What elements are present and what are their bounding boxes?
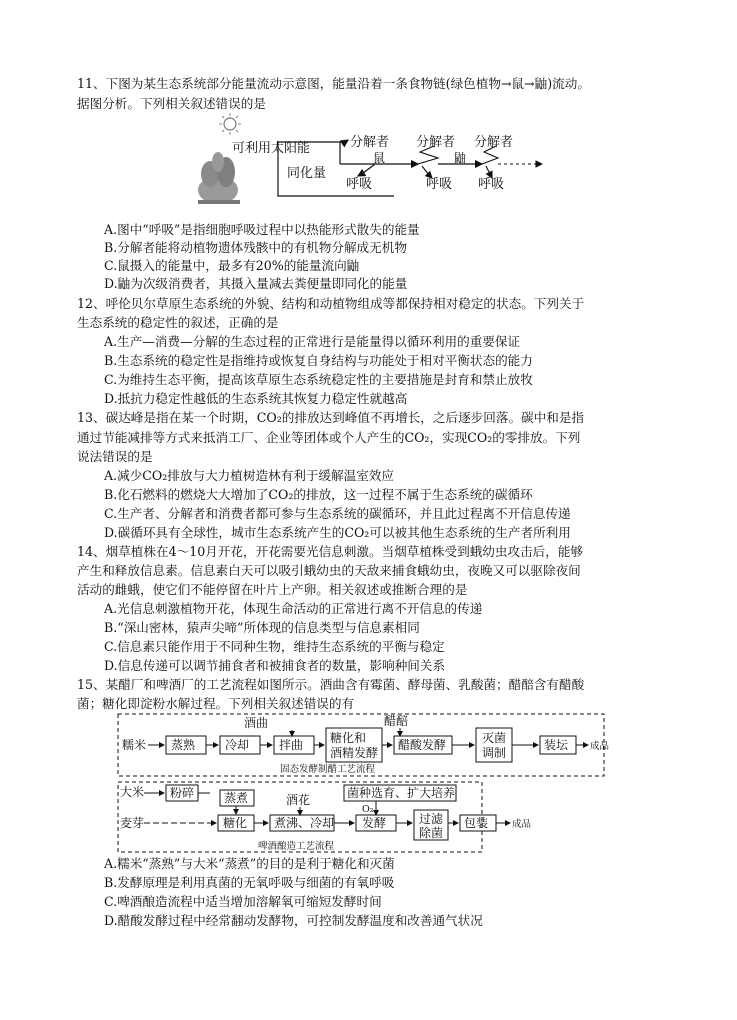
decomposer-label-1: 分解者 (350, 135, 390, 150)
q13-option-c: C.生产者、分解者和消费者都可参与生态系统的碳循环，并且此过程离不开信息传递 (104, 506, 571, 521)
decomposer-label-3: 分解者 (474, 135, 514, 150)
q14-stem-line3: 活动的雌蛾，使它们不能停留在叶片上产卵。相关叙述或推断合理的是 (77, 582, 468, 597)
q12-stem-line2: 生态系统的稳定性的叙述，正确的是 (77, 315, 279, 330)
q14-option-d: D.信息传递可以调节捕食者和被捕食者的数量，影响种间关系 (104, 658, 446, 673)
hops-label: 酒花 (286, 793, 311, 807)
q11-option-b: B.分解者能将动植物遗体残骸中的有机物分解成无机物 (104, 240, 407, 255)
q14-stem-line2: 产生和释放信息素。信息素白天可以吸引蛾幼虫的天敌来捕食蛾幼虫，夜晚又可以驱除夜间 (77, 563, 581, 578)
q14-stem-line1: 14、烟草植株在4～10月开花，开花需要光信息刺激。当烟草植株受到蛾幼虫攻击后，能够 (77, 544, 584, 559)
step-saccharify-label2: 酒精发酵 (330, 746, 379, 760)
q13-option-a: A.减少CO₂排放与大力植树造林有利于缓解温室效应 (104, 468, 394, 483)
step-strain-label: 菌种选育、扩大培养 (347, 786, 456, 800)
step-filter-label1: 过滤 (419, 812, 444, 826)
q11-option-d: D.鼬为次级消费者，其摄入量减去粪便量即同化的能量 (104, 276, 408, 291)
q13-option-b: B.化石燃料的燃烧大大增加了CO₂的排放，这一过程不属于生态系统的碳循环 (104, 487, 533, 502)
step-jar-label: 装坛 (544, 738, 569, 752)
sun-icon (219, 113, 241, 135)
vinegar-product-label: 成品 (590, 741, 610, 752)
q15-option-a: A.糯米“蒸熟”与大米“蒸煮”的目的是利于糖化和灭菌 (104, 856, 395, 871)
step-boilcool-label: 煮沸、冷却 (274, 816, 335, 830)
green-plant-icon (198, 152, 240, 204)
solar-energy-label: 可利用太阳能 (232, 141, 311, 156)
q11-option-a: A.图中“呼吸”是指细胞呼吸过程中以热能形式散失的能量 (104, 222, 420, 237)
step-cool-label: 冷却 (225, 738, 250, 752)
beer-product-label: 成品 (512, 819, 532, 830)
q11-stem-line1: 11、下图为某生态系统部分能量流动示意图，能量沿着一条食物链(绿色植物→鼠→鼬)流动。 (77, 76, 590, 91)
step-saccharify-label1: 糖化和 (330, 731, 367, 745)
jiuqu-label: 酒曲 (244, 716, 269, 730)
step-pack-label: 包装 (464, 816, 489, 830)
q12-option-d: D.抵抗力稳定性越低的生态系统其恢复力稳定性就越高 (104, 391, 408, 406)
assimilation-label: 同化量 (287, 166, 327, 181)
step-acetic-label: 醋酸发酵 (398, 738, 447, 752)
malt-label: 麦芽 (120, 816, 145, 830)
q15-stem-line1: 15、某醋厂和啤酒厂的工艺流程如图所示。酒曲含有霉菌、酵母菌、乳酸菌；醋醅含有醋酸 (77, 677, 585, 692)
cupei-label: 醋醅 (384, 714, 409, 728)
q11-stem-line2: 据图分析。下列相关叙述错误的是 (77, 96, 266, 111)
q15-stem-line2: 菌；糖化即淀粉水解过程。下列相关叙述错误的有 (77, 696, 355, 711)
q12-stem-line1: 12、呼伦贝尔草原生态系统的外貌、结构和动植物组成等都保持相对稳定的状态。下列关于 (77, 296, 585, 311)
respiration-label-2: 呼吸 (426, 177, 453, 192)
rice-label: 大米 (120, 785, 145, 799)
oxygen-label: O₂ (362, 804, 374, 815)
respiration-label-3: 呼吸 (478, 177, 505, 192)
step-ferment-label: 发酵 (362, 816, 387, 830)
q13-stem-line2: 通过节能减排等方式来抵消工厂、企业等团体或个人产生的CO₂，实现CO₂的零排放。下列 (77, 430, 581, 445)
step-mix-label: 拌曲 (279, 738, 304, 752)
q15-option-c: C.啤酒酿造流程中适当增加溶解氧可缩短发酵时间 (104, 894, 382, 909)
mouse-label: 鼠 (373, 151, 386, 165)
process-flow-figure (108, 712, 628, 854)
q14-option-a: A.光信息刺激植物开花，体现生命活动的正常进行离不开信息的传递 (104, 601, 483, 616)
step-boil-rice-label: 蒸煮 (224, 791, 249, 805)
step-sacch-label: 糖化 (223, 816, 248, 830)
step-filter-label2: 除菌 (419, 826, 444, 840)
energy-flow-figure (190, 112, 550, 217)
q12-option-c: C.为维持生态平衡，提高该草原生态系统稳定性的主要措施是封育和禁止放牧 (104, 372, 533, 387)
q11-option-c: C.鼠摄入的能量中，最多有20%的能量流向鼬 (104, 258, 360, 273)
vinegar-caption: 固态发酵制醋工艺流程 (280, 764, 376, 775)
q13-option-d: D.碳循环具有全球性，城市生态系统产生的CO₂可以被其他生态系统的生产者所利用 (104, 525, 571, 540)
beer-caption: 啤酒酿造工艺流程 (258, 841, 335, 852)
q15-option-d: D.醋酸发酵过程中经常翻动发酵物，可控制发酵温度和改善通气状况 (104, 913, 483, 928)
step-steam-label: 蒸熟 (171, 738, 196, 752)
q14-option-b: B.“深山密林，猿声尖啼”所体现的信息类型与信息素相同 (104, 620, 420, 635)
step-sterilize-label2: 调制 (482, 746, 507, 760)
decomposer-label-2: 分解者 (416, 135, 456, 150)
respiration-label-1: 呼吸 (346, 177, 373, 192)
step-crush-label: 粉碎 (170, 786, 195, 800)
glutinous-rice-label: 糯米 (122, 738, 147, 752)
q14-option-c: C.信息素只能作用于不同种生物，维持生态系统的平衡与稳定 (104, 639, 445, 654)
q12-option-a: A.生产—消费—分解的生态过程的正常进行是能量得以循环利用的重要保证 (104, 334, 521, 349)
q12-option-b: B.生态系统的稳定性是指维持或恢复自身结构与功能处于相对平衡状态的能力 (104, 353, 533, 368)
q13-stem-line3: 说法错误的是 (77, 449, 153, 464)
q13-stem-line1: 13、碳达峰是指在某一个时期，CO₂的排放达到峰值不再增长，之后逐步回落。碳中和是指 (77, 410, 585, 425)
q15-option-b: B.发酵原理是利用真菌的无氧呼吸与细菌的有氧呼吸 (104, 875, 395, 890)
weasel-label: 鼬 (454, 151, 467, 165)
step-sterilize-label1: 灭菌 (482, 731, 507, 745)
